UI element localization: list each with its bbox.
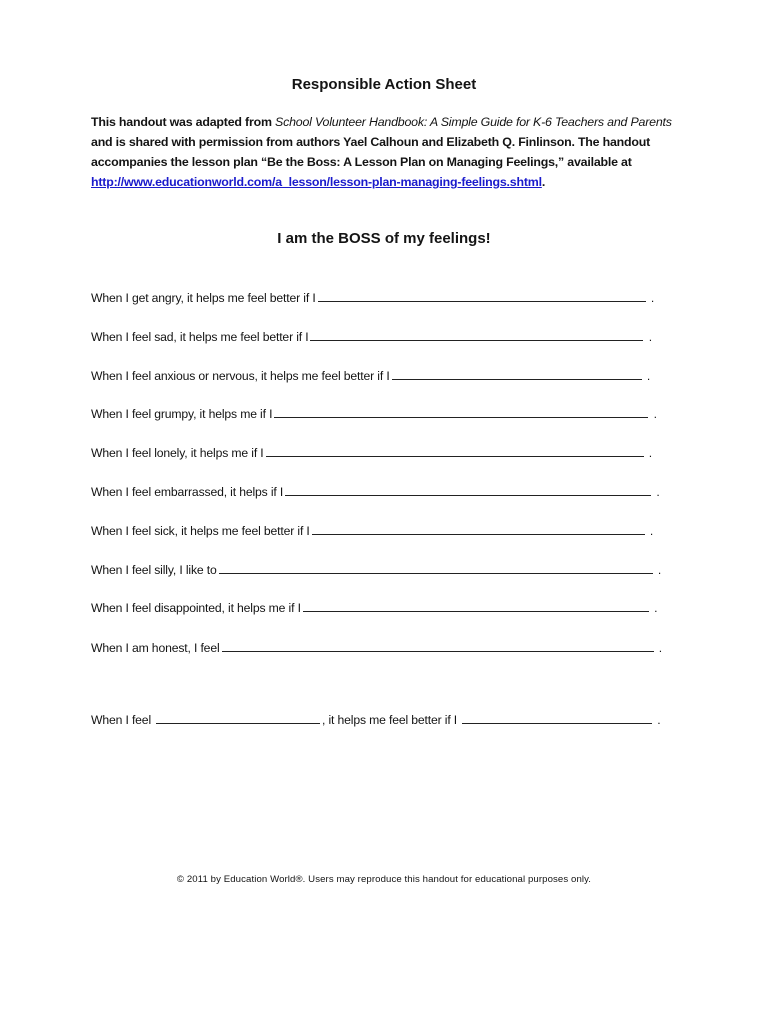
prompt-text: When I feel sick, it helps me feel better if I <box>91 524 310 538</box>
line-end: . <box>648 330 652 344</box>
intro-text-2: and is shared with permission from authors Yael Calhoun and Elizabeth Q. Finlinson. The handout accompanies the lesson plan “Be the Boss: A Lesson Plan on Managing Feelings,” available at <box>91 135 651 169</box>
line-end: . <box>650 291 655 305</box>
prompt-line-honest <box>91 639 662 657</box>
lesson-plan-link[interactable]: http://www.educationworld.com/a_lesson/lesson-plan-managing-feelings.shtml <box>91 175 542 189</box>
prompt-text: When I get angry, it helps me feel better if I <box>91 291 316 305</box>
feeling-blank[interactable] <box>156 711 320 724</box>
answer-blank[interactable] <box>318 289 646 302</box>
intro-paragraph <box>91 112 681 192</box>
prompt-line-custom <box>91 711 661 729</box>
line-end: . <box>646 369 651 383</box>
book-title: School Volunteer Handbook: A Simple Guide for K-6 Teachers and Parents <box>275 115 672 129</box>
prompt-text: When I feel sad, it helps me feel better if I <box>91 330 309 344</box>
page-title: Responsible Action Sheet <box>291 76 477 93</box>
line-end: . <box>653 407 657 421</box>
prompt-text: When I feel lonely, it helps me if I <box>91 446 264 460</box>
answer-blank[interactable] <box>266 444 644 457</box>
prompt-line-sad <box>91 328 652 346</box>
answer-blank[interactable] <box>274 405 648 418</box>
answer-blank[interactable] <box>392 367 642 380</box>
line-end: . <box>657 563 662 577</box>
line-end: . <box>648 446 653 460</box>
prompt-text: When I feel disappointed, it helps me if I <box>91 601 301 615</box>
prompt-line-anxious <box>91 367 650 385</box>
prompt-text-start: When I feel <box>91 713 151 727</box>
line-end: . <box>654 601 658 615</box>
line-end: . <box>657 713 661 727</box>
line-end: . <box>656 485 660 499</box>
prompt-line-sick <box>91 522 653 540</box>
answer-blank[interactable] <box>462 711 652 724</box>
line-end: . <box>658 641 662 655</box>
answer-blank[interactable] <box>303 599 649 612</box>
intro-text-3: . <box>541 175 546 189</box>
copyright-footer: © 2011 by Education World®. Users may reproduce this handout for educational purposes only. <box>176 874 592 885</box>
section-heading: I am the BOSS of my feelings! <box>277 230 491 247</box>
prompt-text: When I feel embarrassed, it helps if I <box>91 485 284 499</box>
prompt-text: When I feel anxious or nervous, it helps me feel better if I <box>91 369 390 383</box>
prompt-text: When I feel silly, I like to <box>91 563 217 577</box>
answer-blank[interactable] <box>219 561 653 574</box>
prompt-text: When I feel grumpy, it helps me if I <box>91 407 273 421</box>
prompt-line-grumpy <box>91 405 657 423</box>
answer-blank[interactable] <box>285 483 651 496</box>
prompt-text: When I am honest, I feel <box>91 641 220 655</box>
answer-blank[interactable] <box>312 522 645 535</box>
prompt-line-disappointed <box>91 599 657 617</box>
intro-text-1: This handout was adapted from <box>91 115 276 129</box>
prompt-line-embarrassed <box>91 483 660 501</box>
answer-blank[interactable] <box>310 328 643 341</box>
line-end: . <box>649 524 654 538</box>
prompt-text-middle: , it helps me feel better if I <box>322 713 458 727</box>
prompt-line-lonely <box>91 444 652 462</box>
prompt-line-silly <box>91 561 661 579</box>
answer-blank[interactable] <box>222 639 654 652</box>
prompt-line-angry <box>91 289 654 307</box>
